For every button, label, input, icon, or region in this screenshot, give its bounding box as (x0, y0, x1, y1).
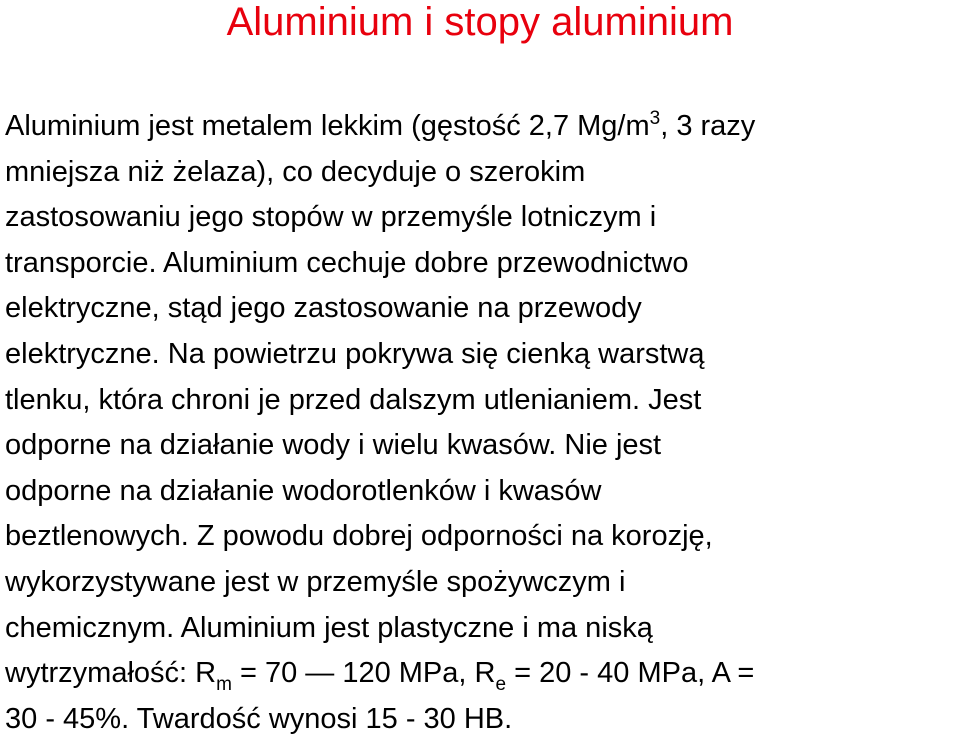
text-line (5, 606, 955, 652)
text-line (5, 241, 955, 287)
text-line (5, 423, 955, 469)
text-line (5, 651, 955, 697)
text-segment: = 20 - 40 MPa, A = (506, 657, 755, 690)
text-segment: Aluminium jest metalem lekkim (gęstość 2,7 Mg/m (5, 110, 650, 142)
text-line (5, 469, 955, 515)
text-segment: , 3 razy (660, 110, 756, 142)
text-segment: odporne na działanie wodorotlenków i kwasów (5, 474, 602, 507)
body-paragraph (5, 104, 955, 742)
text-line (5, 697, 955, 742)
text-segment: tlenku, która chroni je przed dalszym utlenianiem. Jest (5, 383, 702, 416)
text-line (5, 332, 955, 378)
subscript: m (216, 674, 232, 696)
text-segment: 30 - 45%. Twardość wynosi 15 - 30 HB. (5, 702, 513, 735)
text-line (5, 104, 955, 150)
text-segment: wytrzymałość: R (5, 657, 217, 690)
text-line (5, 560, 955, 606)
text-segment: mniejsza niż żelaza), co decyduje o szerokim (5, 155, 586, 188)
text-line (5, 150, 955, 196)
text-segment: chemicznym. Aluminium jest plastyczne i ma niską (5, 611, 653, 644)
superscript: 3 (649, 108, 661, 129)
text-line (5, 514, 955, 560)
text-segment: zastosowaniu jego stopów w przemyśle lotniczym i (5, 201, 657, 234)
text-segment: wykorzystywane jest w przemyśle spożywczym i (5, 565, 626, 598)
text-line (5, 195, 955, 241)
text-segment: odporne na działanie wody i wielu kwasów. Nie jest (5, 429, 662, 462)
text-segment: elektryczne. Na powietrzu pokrywa się cienką warstwą (5, 337, 705, 370)
slide-title: Aluminium i stopy aluminium (226, 0, 734, 44)
subscript: e (495, 674, 507, 696)
text-segment: = 70 — 120 MPa, R (231, 657, 496, 690)
text-line (5, 378, 955, 424)
text-segment: transporcie. Aluminium cechuje dobre przewodnictwo (5, 246, 689, 279)
text-segment: elektryczne, stąd jego zastosowanie na przewody (5, 292, 642, 325)
text-segment: beztlenowych. Z powodu dobrej odporności na korozję, (5, 520, 713, 553)
text-line (5, 286, 955, 332)
